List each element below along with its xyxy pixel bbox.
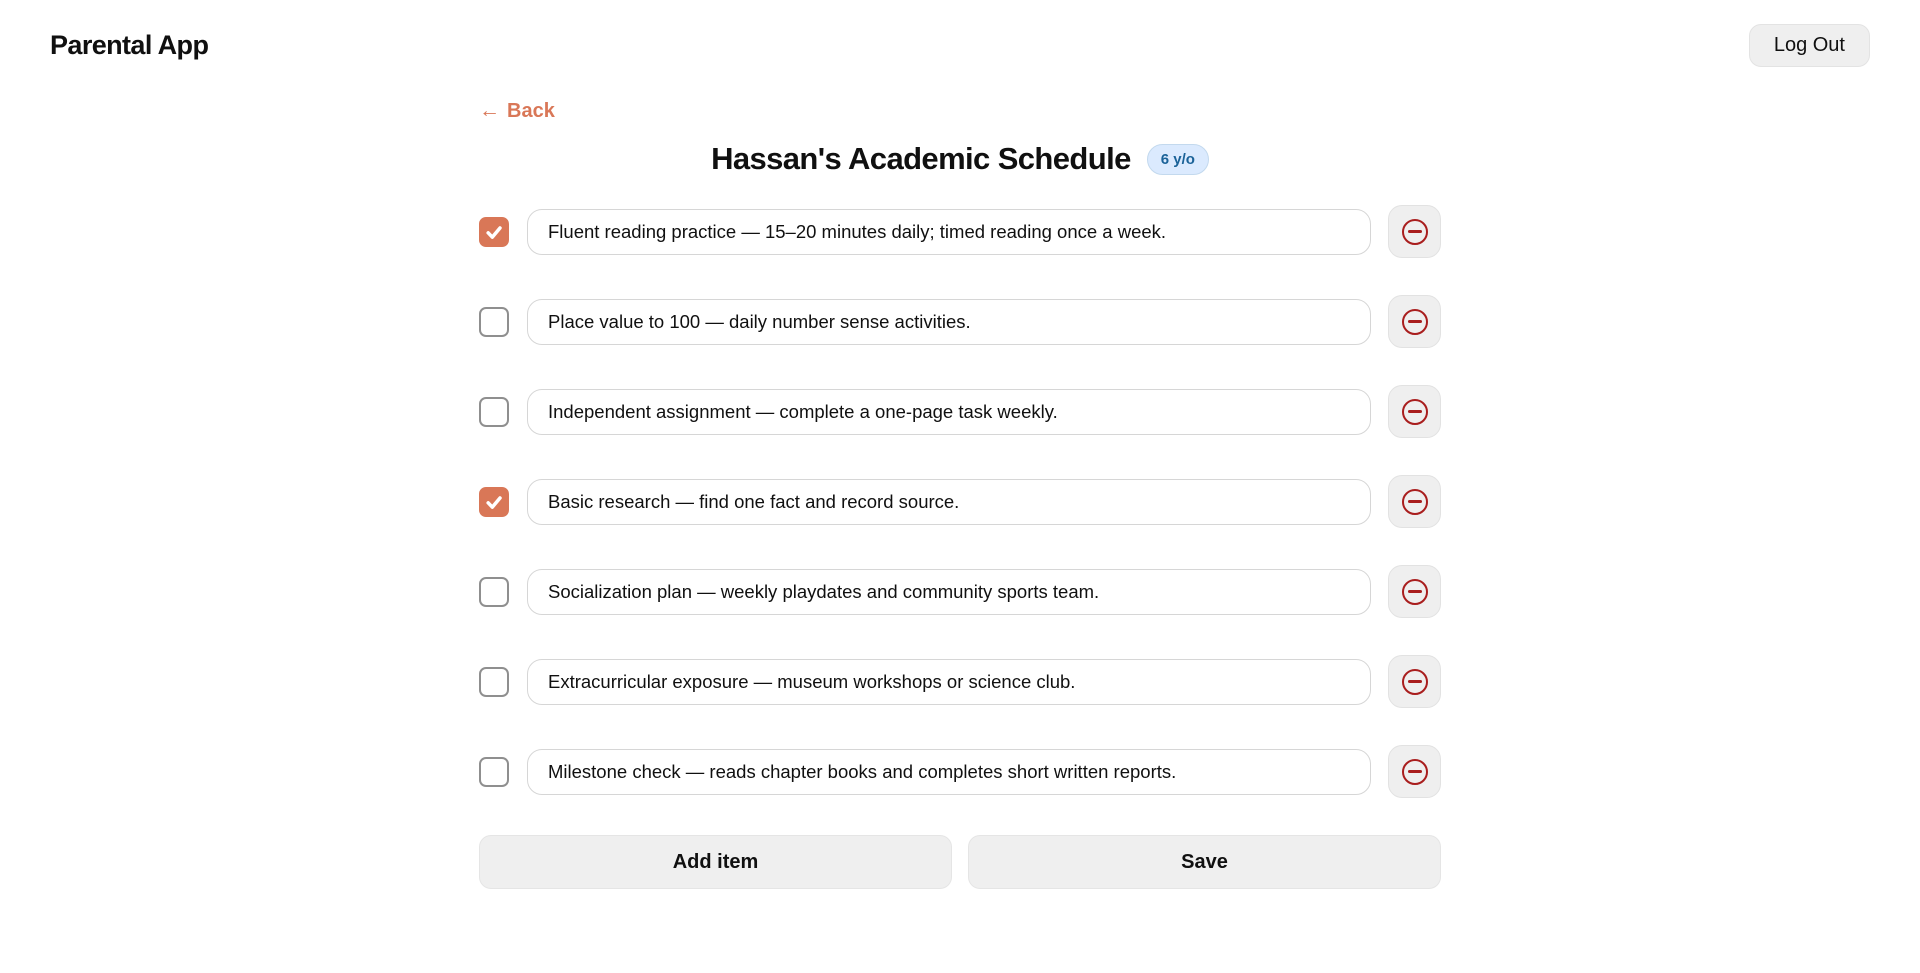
page-title: Hassan's Academic Schedule — [711, 141, 1131, 176]
checkmark-icon — [484, 222, 504, 242]
minus-circle-icon — [1402, 669, 1428, 695]
task-text-input[interactable] — [527, 749, 1371, 795]
remove-item-button[interactable] — [1388, 565, 1441, 618]
app-title: Parental App — [50, 30, 209, 60]
schedule-row — [479, 295, 1441, 348]
task-checkbox[interactable] — [479, 577, 509, 607]
back-arrow-icon: ← — [479, 99, 500, 122]
schedule-row — [479, 475, 1441, 528]
minus-circle-icon — [1402, 579, 1428, 605]
remove-item-button[interactable] — [1388, 385, 1441, 438]
schedule-row — [479, 565, 1441, 618]
task-text-input[interactable] — [527, 479, 1371, 525]
main-content — [479, 87, 1441, 889]
remove-item-button[interactable] — [1388, 745, 1441, 798]
actions-bar — [479, 835, 1441, 889]
task-checkbox[interactable] — [479, 217, 509, 247]
minus-circle-icon — [1402, 309, 1428, 335]
title-row — [479, 141, 1441, 177]
task-checkbox[interactable] — [479, 487, 509, 517]
task-text-input[interactable] — [527, 299, 1371, 345]
task-checkbox[interactable] — [479, 757, 509, 787]
schedule-row — [479, 205, 1441, 258]
minus-circle-icon — [1402, 219, 1428, 245]
schedule-row — [479, 655, 1441, 708]
back-link-label: Back — [507, 99, 555, 122]
schedule-list — [479, 205, 1441, 798]
task-checkbox[interactable] — [479, 667, 509, 697]
minus-circle-icon — [1402, 489, 1428, 515]
task-text-input[interactable] — [527, 659, 1371, 705]
task-checkbox[interactable] — [479, 307, 509, 337]
back-link[interactable] — [479, 99, 555, 123]
save-button[interactable]: Save — [968, 835, 1441, 889]
app-header — [0, 0, 1920, 87]
age-badge: 6 y/o — [1147, 144, 1209, 175]
remove-item-button[interactable] — [1388, 655, 1441, 708]
add-item-button[interactable]: Add item — [479, 835, 952, 889]
minus-circle-icon — [1402, 399, 1428, 425]
minus-circle-icon — [1402, 759, 1428, 785]
logout-button[interactable]: Log Out — [1749, 24, 1870, 67]
schedule-row — [479, 745, 1441, 798]
remove-item-button[interactable] — [1388, 295, 1441, 348]
task-checkbox[interactable] — [479, 397, 509, 427]
schedule-row — [479, 385, 1441, 438]
remove-item-button[interactable] — [1388, 205, 1441, 258]
task-text-input[interactable] — [527, 389, 1371, 435]
task-text-input[interactable] — [527, 209, 1371, 255]
task-text-input[interactable] — [527, 569, 1371, 615]
checkmark-icon — [484, 492, 504, 512]
remove-item-button[interactable] — [1388, 475, 1441, 528]
